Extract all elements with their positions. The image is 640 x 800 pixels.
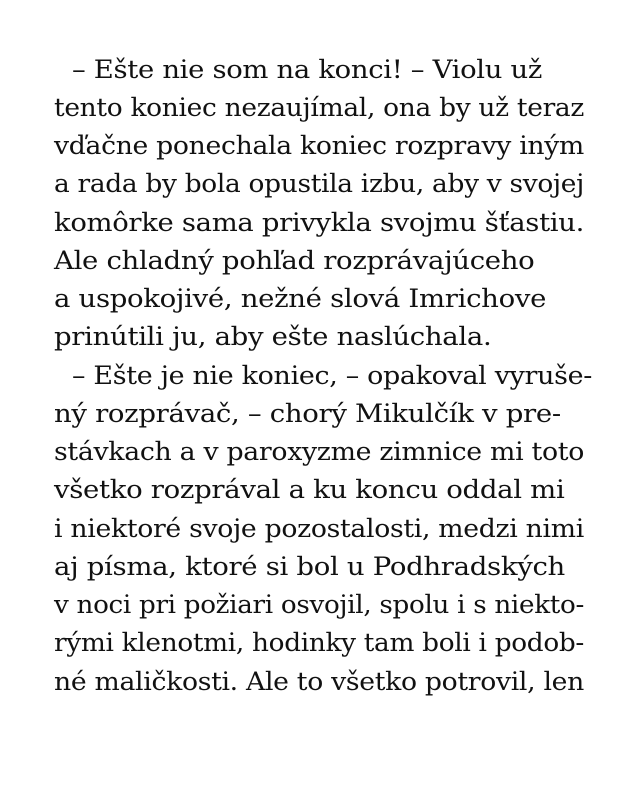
text-line: né maličkosti. Ale to všetko potrovil, len <box>54 667 584 697</box>
text-line: ný rozprávač, – chorý Mikulčík v pre- <box>54 399 561 429</box>
text-line: i niektoré svoje pozostalosti, medzi nimi <box>54 514 584 544</box>
text-line: tento koniec nezaujímal, ona by už teraz <box>54 93 584 123</box>
text-line: všetko rozprával a ku koncu oddal mi <box>54 475 565 505</box>
text-line: komôrke sama privykla svojmu šťastiu. <box>54 208 584 238</box>
text-line: stávkach a v paroxyzme zimnice mi toto <box>54 437 584 467</box>
text-line: a uspokojivé, nežné slová Imrichove <box>54 284 547 314</box>
text-line: Ale chladný pohľad rozprávajúceho <box>54 246 535 276</box>
text-line: vďačne ponechala koniec rozpravy iným <box>54 131 584 161</box>
text-line: a rada by bola opustila izbu, aby v svojej <box>54 169 584 199</box>
text-line: – Ešte nie som na konci! – Violu už <box>72 55 542 85</box>
text-line: v noci pri požiari osvojil, spolu i s niekto- <box>54 590 584 620</box>
text-line: prinútili ju, aby ešte naslúchala. <box>54 322 492 352</box>
text-line: – Ešte je nie koniec, – opakoval vyruše- <box>72 361 592 391</box>
text-line: rými klenotmi, hodinky tam boli i podob- <box>54 628 584 658</box>
text-line: aj písma, ktoré si bol u Podhradských <box>54 552 565 582</box>
